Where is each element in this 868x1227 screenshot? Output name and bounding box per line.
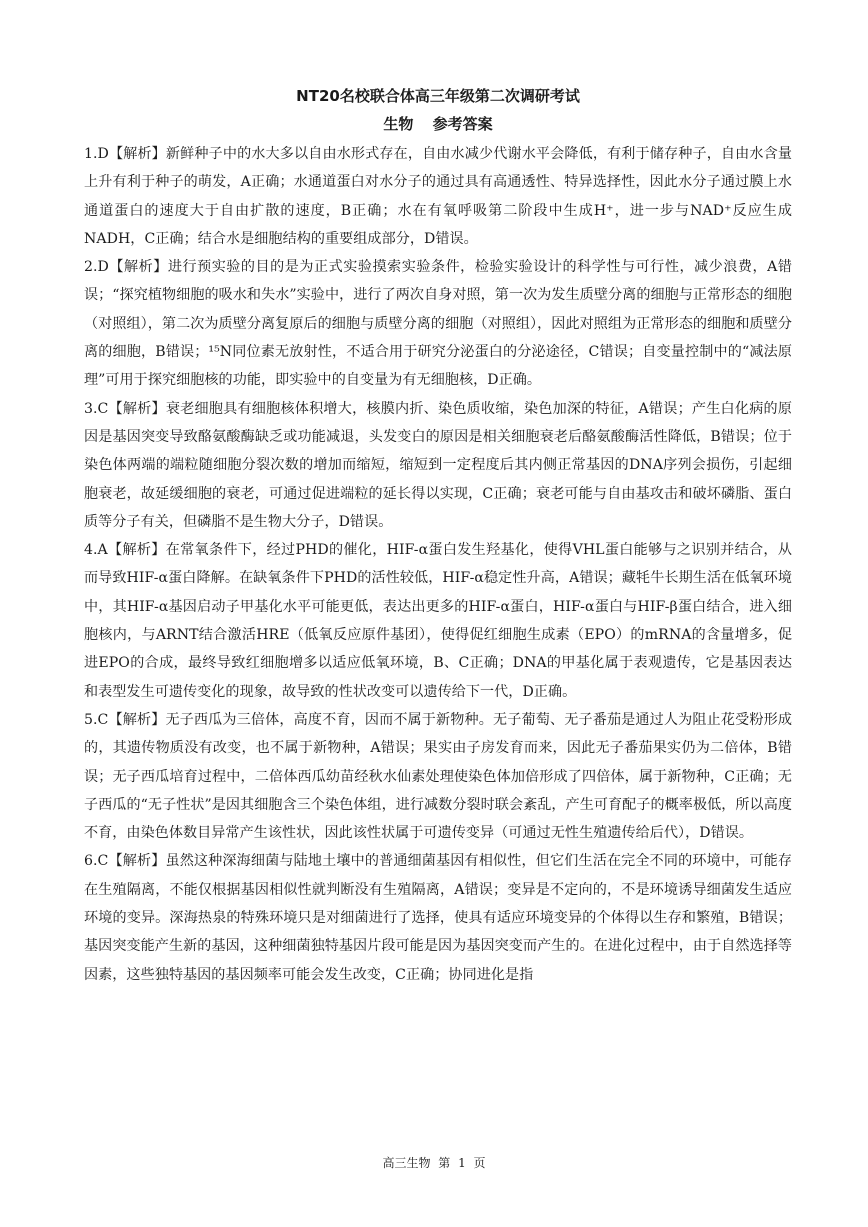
answer-item-4	[84, 536, 792, 706]
answer-head-5: 5.C【解析】	[84, 711, 166, 728]
answer-item-1	[84, 140, 792, 253]
answer-item-3	[84, 395, 792, 536]
answer-text-3: 衰老细胞具有细胞核体积增大，核膜内折、染色质收缩，染色加深的特征，A错误；产生白化病的原因是基因突变导致酪氨酸酶缺乏或功能减退，头发变白的原因是相关细胞衰老后酪氨酸酶活性降低，B错误；位于染色体两端的端粒随细胞分裂次数的增加而缩短，缩短到一定程度后其内侧正常基因的DNA序列会损伤，引起细胞衰老，故延缓细胞的衰老，可通过促进端粒的延长得以实现，C正确；衰老可能与自由基攻击和破坏磷脂、蛋白质等分子有关，但磷脂不是生物大分子，D错误。	[84, 400, 792, 530]
exam-title: NT20名校联合体高三年级第二次调研考试	[296, 87, 580, 105]
answer-head-3: 3.C【解析】	[84, 400, 166, 417]
answer-head-2: 2.D【解析】	[84, 259, 168, 276]
page-footer: 高三生物 第 1 页	[382, 1156, 486, 1170]
answer-text-6: 虽然这种深海细菌与陆地土壤中的普通细菌基因有相似性，但它们生活在完全不同的环境中，可能存在生殖隔离，不能仅根据基因相似性就判断没有生殖隔离，A错误；变异是不定向的，不是环境诱导细菌发生适应环境的变异。深海热泉的特殊环境只是对细菌进行了选择，使具有适应环境变异的个体得以生存和繁殖，B错误；基因突变能产生新的基因，这种细菌独特基因片段可能是因为基因突变而产生的。在进化过程中，由于自然选择等因素，这些独特基因的基因频率可能会发生改变，C正确；协同进化是指	[84, 853, 792, 983]
answer-head-4: 4.A【解析】	[84, 542, 166, 559]
answer-head-6: 6.C【解析】	[84, 853, 166, 870]
answer-text-2: 进行预实验的目的是为正式实验摸索实验条件，检验实验设计的科学性与可行性，减少浪费，A错误；“探究植物细胞的吸水和失水”实验中，进行了两次自身对照，第一次为发生质壁分离的细胞与正常形态的细胞（对照组），第二次为质壁分离复原后的细胞与质壁分离的细胞（对照组），因此对照组为正常形态的细胞和质壁分离的细胞，B错误；¹⁵N同位素无放射性，不适合用于研究分泌蛋白的分泌途径，C错误；自变量控制中的“减法原理”可用于探究细胞核的功能，即实验中的自变量为有无细胞核，D正确。	[84, 259, 792, 389]
answer-text-5: 无子西瓜为三倍体，高度不育，因而不属于新物种。无子葡萄、无子番茄是通过人为阻止花受粉形成的，其遗传物质没有改变，也不属于新物种，A错误；果实由子房发育而来，因此无子番茄果实仍为二倍体，B错误；无子西瓜培育过程中，二倍体西瓜幼苗经秋水仙素处理使染色体加倍形成了四倍体，属于新物种，C正确；无子西瓜的“无子性状”是因其细胞含三个染色体组，进行减数分裂时联会紊乱，产生可育配子的概率极低，所以高度不育，由染色体数目异常产生该性状，因此该性状属于可遗传变异（可通过无性生殖遗传给后代），D错误。	[84, 711, 792, 842]
answer-text-1: 新鲜种子中的水大多以自由水形式存在，自由水减少代谢水平会降低，有利于储存种子，自由水含量上升有利于种子的萌发，A正确；水通道蛋白对水分子的通过具有高通透性、特异选择性，因此水分子通过膜上水通道蛋白的速度大于自由扩散的速度，B正确；水在有氧呼吸第二阶段中生成H⁺，进一步与NAD⁺反应生成NADH，C正确；结合水是细胞结构的重要组成部分，D错误。	[84, 146, 792, 247]
answer-item-6	[84, 847, 792, 988]
answer-item-5	[84, 706, 792, 847]
answer-head-1: 1.D【解析】	[84, 146, 166, 162]
exam-subtitle: 生物 参考答案	[383, 115, 493, 133]
answer-item-2	[84, 253, 792, 394]
answer-text-4: 在常氧条件下，经过PHD的催化，HIF-α蛋白发生羟基化，使得VHL蛋白能够与之识别并结合，从而导致HIF-α蛋白降解。在缺氧条件下PHD的活性较低，HIF-α稳定性升高，A错误；藏牦牛长期生活在低氧环境中，其HIF-α基因启动子甲基化水平可能更低，表达出更多的HIF-α蛋白，HIF-α蛋白与HIF-β蛋白结合，进入细胞核内，与ARNT结合激活HRE（低氧反应原件基团），使得促红细胞生成素（EPO）的mRNA的含量增多，促进EPO的合成，最终导致红细胞增多以适应低氧环境，B、C正确；DNA的甲基化属于表观遗传，它是基因表达和表型发生可遗传变化的现象，故导致的性状改变可以遗传给下一代，D正确。	[84, 542, 792, 700]
